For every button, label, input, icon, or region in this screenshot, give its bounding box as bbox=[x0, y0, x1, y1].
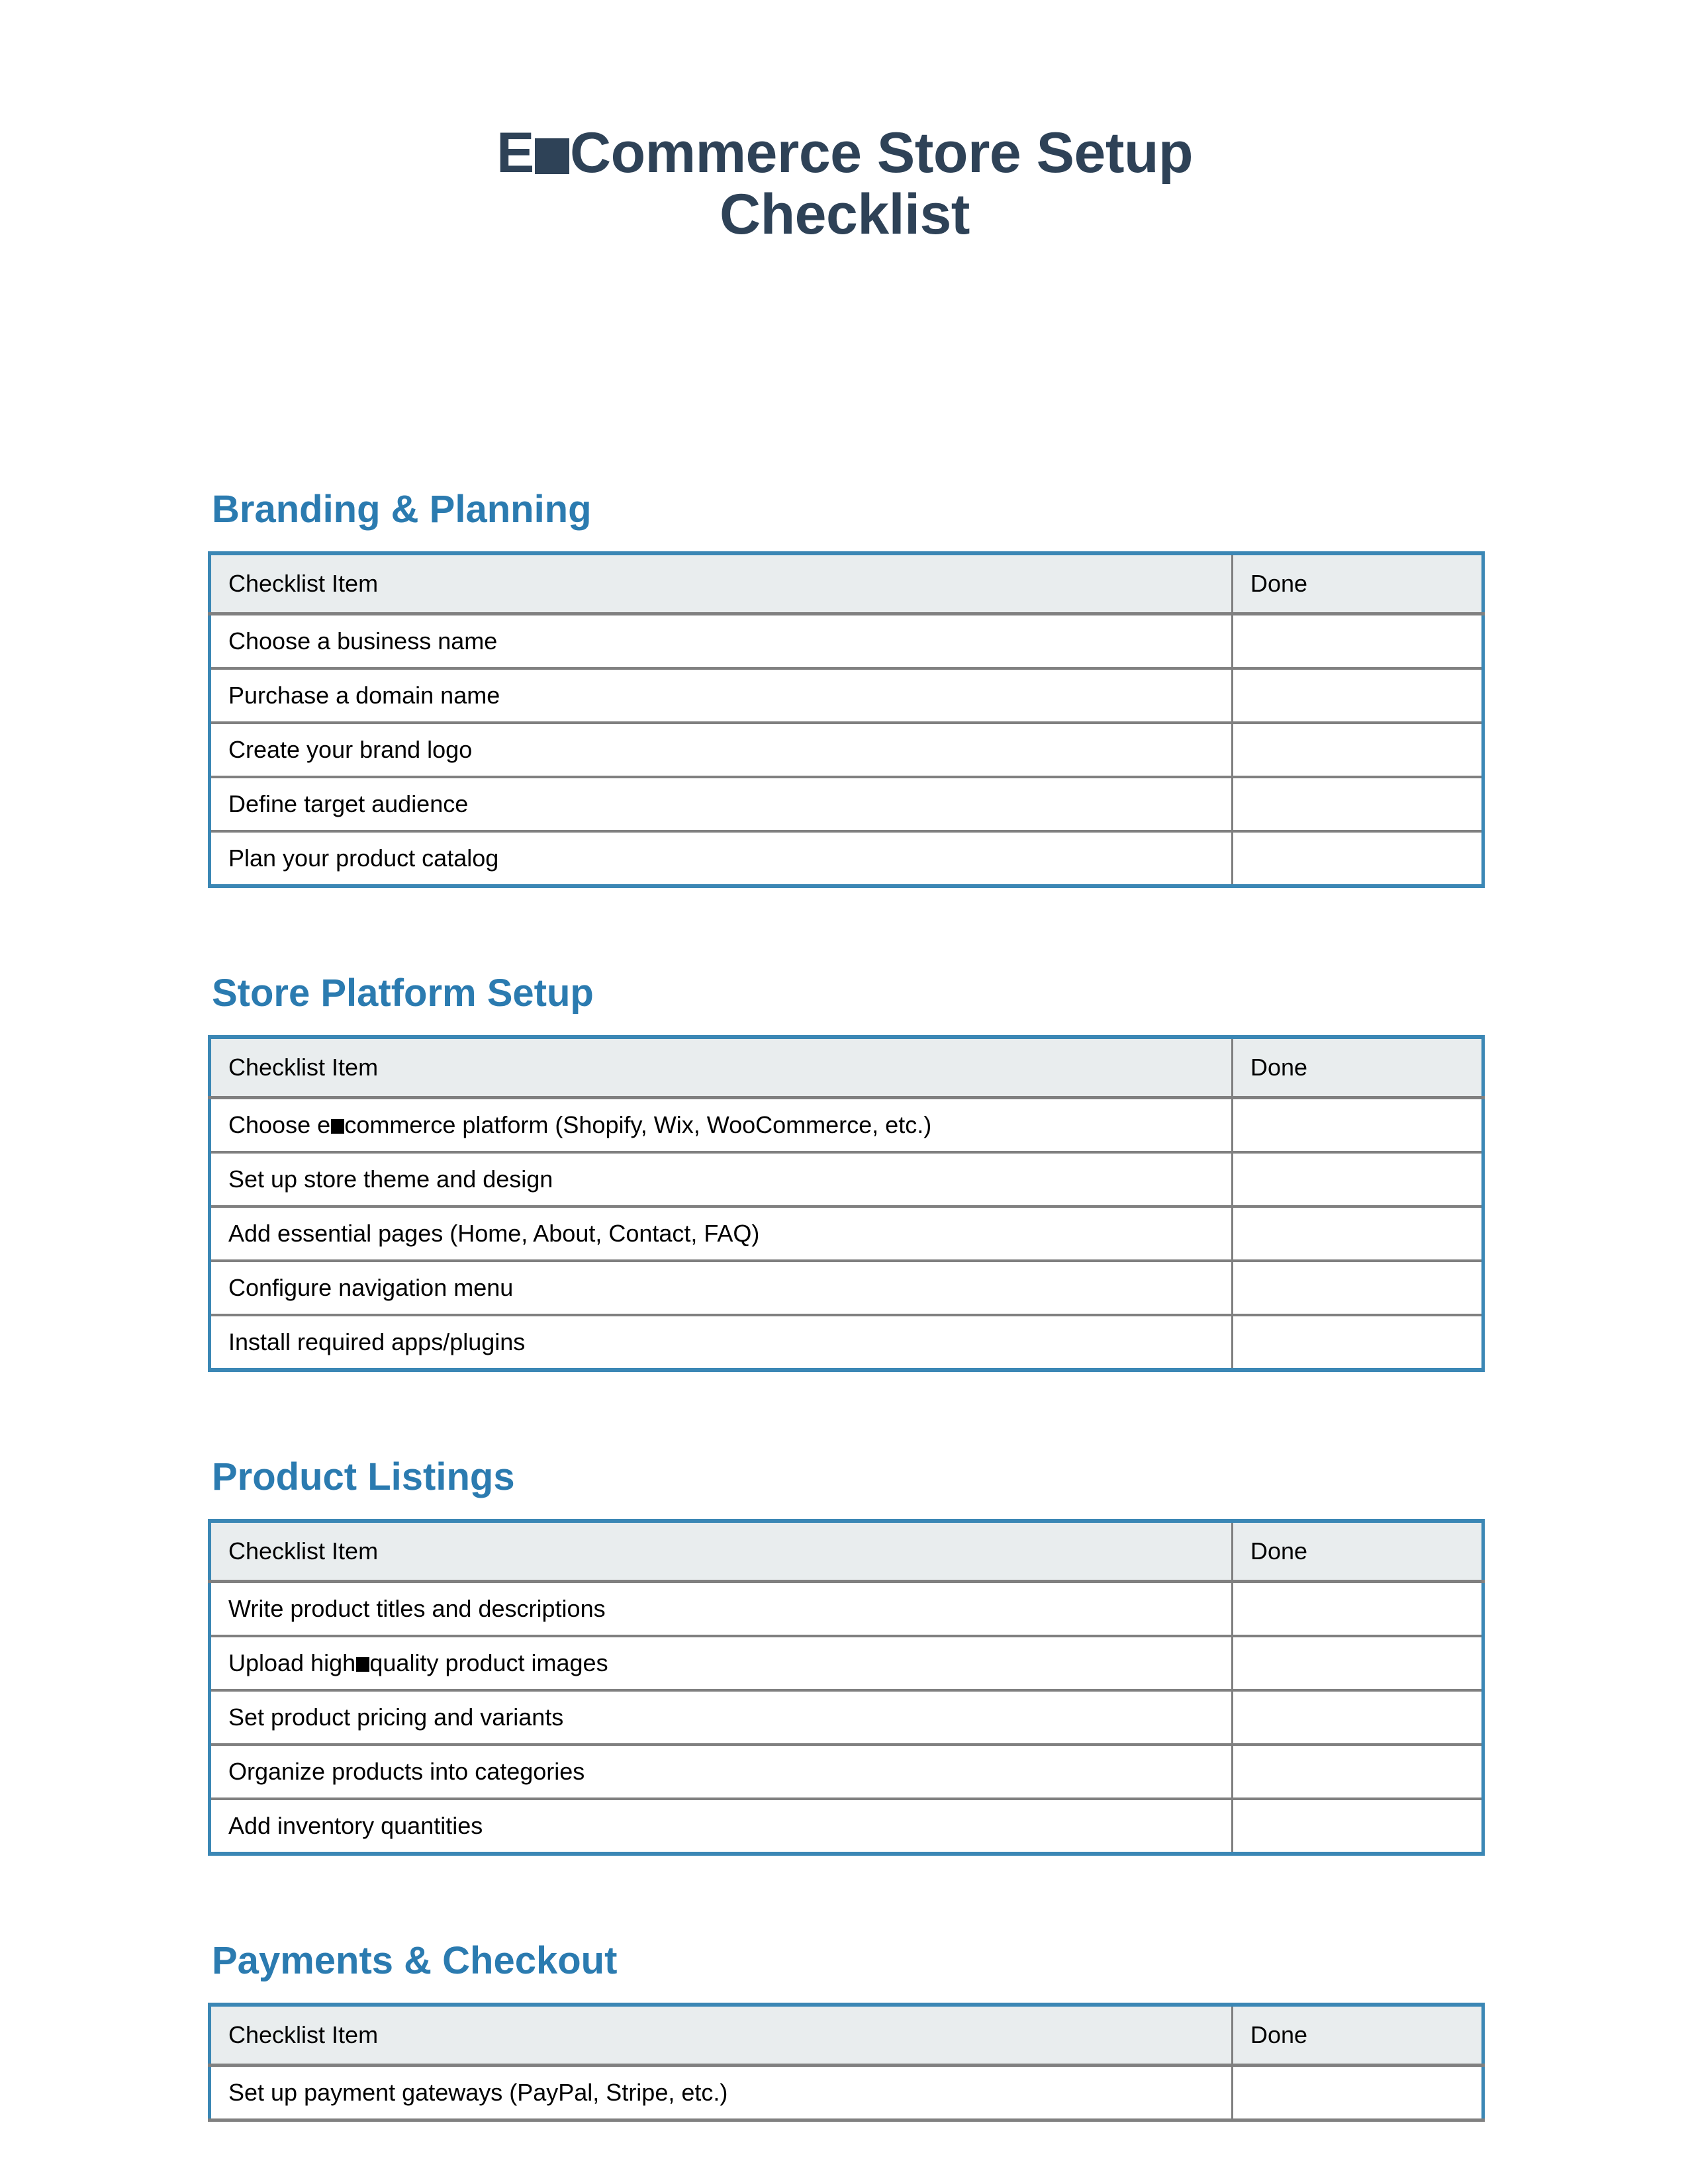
table-row[interactable] bbox=[210, 1315, 1483, 1370]
table-row[interactable] bbox=[210, 777, 1483, 831]
missing-glyph-box-icon bbox=[356, 1657, 369, 1672]
checklist-item-label: Install required apps/plugins bbox=[210, 1315, 1233, 1370]
table-row[interactable] bbox=[210, 1581, 1483, 1636]
checklist-item-label: Create your brand logo bbox=[210, 723, 1233, 777]
missing-glyph-box-icon bbox=[331, 1119, 344, 1134]
checklist-item-prefix: Upload high bbox=[228, 1649, 356, 1676]
checklist-item-label: Configure navigation menu bbox=[210, 1261, 1233, 1315]
done-checkbox-cell[interactable] bbox=[1233, 614, 1483, 668]
done-checkbox-cell[interactable] bbox=[1233, 668, 1483, 723]
section-payments-checkout bbox=[208, 1938, 1481, 2122]
done-checkbox-cell[interactable] bbox=[1233, 1206, 1483, 1261]
table-row[interactable] bbox=[210, 1206, 1483, 1261]
section-spacer bbox=[208, 1372, 1481, 1458]
done-checkbox-cell[interactable] bbox=[1233, 777, 1483, 831]
done-checkbox-cell[interactable] bbox=[1233, 1581, 1483, 1636]
checklist-item-label: Set product pricing and variants bbox=[210, 1690, 1233, 1745]
checklist-item-suffix: commerce platform (Shopify, Wix, WooCommerce, etc.) bbox=[344, 1111, 932, 1138]
done-checkbox-cell[interactable] bbox=[1233, 1097, 1483, 1152]
column-header-done: Done bbox=[1233, 1521, 1483, 1582]
checklist-table bbox=[208, 1519, 1485, 1856]
table-row[interactable] bbox=[210, 1690, 1483, 1745]
checklist-item-label bbox=[210, 1636, 1233, 1690]
section-branding-planning bbox=[208, 487, 1481, 888]
done-checkbox-cell[interactable] bbox=[1233, 831, 1483, 886]
section-product-listings bbox=[208, 1455, 1481, 1856]
table-row[interactable] bbox=[210, 831, 1483, 886]
checklist-item-label bbox=[210, 1097, 1233, 1152]
checklist-table bbox=[208, 2003, 1485, 2122]
done-checkbox-cell[interactable] bbox=[1233, 723, 1483, 777]
section-store-platform-setup bbox=[208, 971, 1481, 1372]
table-row[interactable] bbox=[210, 1097, 1483, 1152]
done-checkbox-cell[interactable] bbox=[1233, 1799, 1483, 1854]
table-row[interactable] bbox=[210, 614, 1483, 668]
done-checkbox-cell[interactable] bbox=[1233, 2065, 1483, 2120]
table-header-row bbox=[210, 1521, 1483, 1582]
page-title-line2: Checklist bbox=[720, 182, 970, 246]
done-checkbox-cell[interactable] bbox=[1233, 1745, 1483, 1799]
table-header-row bbox=[210, 1037, 1483, 1098]
table-row[interactable] bbox=[210, 723, 1483, 777]
page-title-suffix: Commerce Store Setup bbox=[569, 121, 1194, 185]
page-title bbox=[208, 0, 1481, 246]
table-row[interactable] bbox=[210, 1261, 1483, 1315]
checklist-item-label: Set up payment gateways (PayPal, Stripe, etc.) bbox=[210, 2065, 1233, 2120]
section-spacer bbox=[208, 1856, 1481, 1942]
table-row[interactable] bbox=[210, 2065, 1483, 2120]
column-header-item: Checklist Item bbox=[210, 553, 1233, 614]
done-checkbox-cell[interactable] bbox=[1233, 1152, 1483, 1206]
table-header-row bbox=[210, 553, 1483, 614]
checklist-item-label: Add inventory quantities bbox=[210, 1799, 1233, 1854]
table-row[interactable] bbox=[210, 1636, 1483, 1690]
checklist-table bbox=[208, 551, 1485, 888]
section-heading: Product Listings bbox=[212, 1455, 515, 1498]
done-checkbox-cell[interactable] bbox=[1233, 1690, 1483, 1745]
checklist-item-label: Purchase a domain name bbox=[210, 668, 1233, 723]
table-row[interactable] bbox=[210, 1745, 1483, 1799]
checklist-item-label: Add essential pages (Home, About, Contact, FAQ) bbox=[210, 1206, 1233, 1261]
table-header-row bbox=[210, 2005, 1483, 2066]
checklist-item-label: Choose a business name bbox=[210, 614, 1233, 668]
table-row[interactable] bbox=[210, 1799, 1483, 1854]
checklist-item-prefix: Choose e bbox=[228, 1111, 331, 1138]
column-header-item: Checklist Item bbox=[210, 1037, 1233, 1098]
section-spacer bbox=[208, 888, 1481, 974]
table-row[interactable] bbox=[210, 1152, 1483, 1206]
document-content bbox=[208, 0, 1481, 2122]
page-title-prefix: E bbox=[496, 121, 534, 185]
column-header-done: Done bbox=[1233, 553, 1483, 614]
checklist-table bbox=[208, 1035, 1485, 1372]
checklist-item-label: Write product titles and descriptions bbox=[210, 1581, 1233, 1636]
section-heading: Branding & Planning bbox=[212, 487, 592, 531]
missing-glyph-box-icon bbox=[535, 138, 569, 173]
checklist-item-label: Set up store theme and design bbox=[210, 1152, 1233, 1206]
table-row[interactable] bbox=[210, 668, 1483, 723]
section-heading: Store Platform Setup bbox=[212, 971, 594, 1015]
checklist-item-label: Define target audience bbox=[210, 777, 1233, 831]
title-spacer bbox=[208, 246, 1481, 490]
done-checkbox-cell[interactable] bbox=[1233, 1636, 1483, 1690]
column-header-done: Done bbox=[1233, 1037, 1483, 1098]
checklist-item-label: Organize products into categories bbox=[210, 1745, 1233, 1799]
done-checkbox-cell[interactable] bbox=[1233, 1261, 1483, 1315]
done-checkbox-cell[interactable] bbox=[1233, 1315, 1483, 1370]
column-header-item: Checklist Item bbox=[210, 2005, 1233, 2066]
checklist-item-suffix: quality product images bbox=[369, 1649, 608, 1676]
checklist-item-label: Plan your product catalog bbox=[210, 831, 1233, 886]
section-heading: Payments & Checkout bbox=[212, 1938, 618, 1982]
column-header-done: Done bbox=[1233, 2005, 1483, 2066]
column-header-item: Checklist Item bbox=[210, 1521, 1233, 1582]
